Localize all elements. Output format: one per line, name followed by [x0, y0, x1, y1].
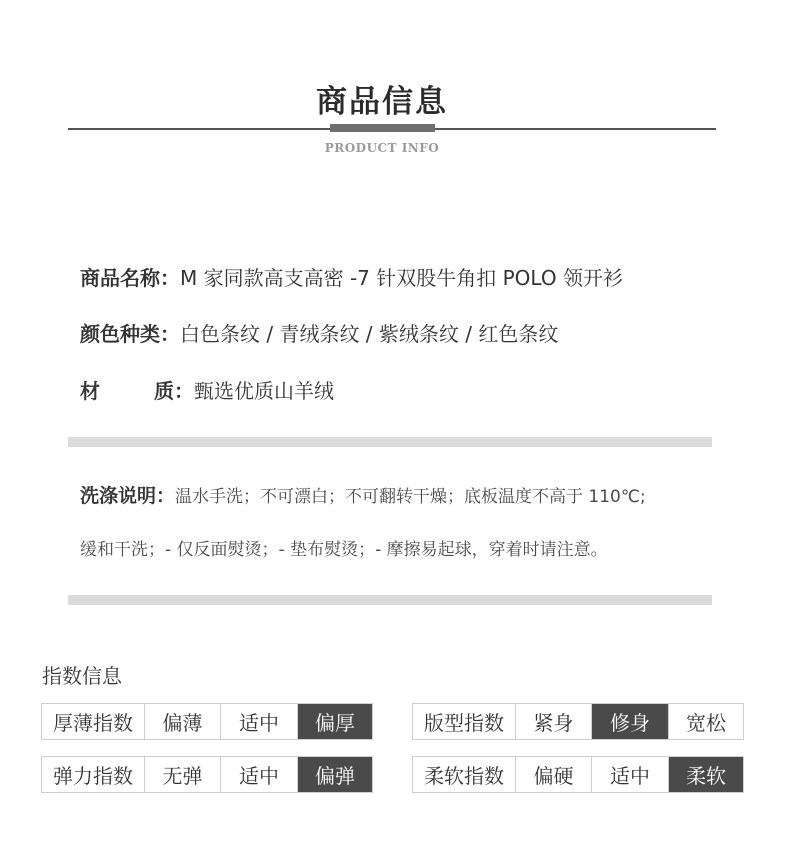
fit-option-slim-selected: 修身: [591, 704, 668, 739]
thickness-option-medium: 适中: [220, 704, 297, 739]
section-divider-top: [68, 437, 712, 447]
color-label: 颜色种类：: [80, 322, 180, 346]
washing-line-2: [80, 535, 608, 560]
color-value: 白色条纹 / 青绒条纹 / 紫绒条纹 / 红色条纹: [180, 322, 559, 346]
material-colon: ：: [174, 379, 194, 403]
washing-line-1: [80, 481, 646, 508]
softness-option-hard: 偏硬: [515, 757, 591, 792]
elasticity-option-none: 无弹: [144, 757, 220, 792]
washing-text-1: 温水手洗；不可漂白；不可翻转干燥；底板温度不高于 110℃;: [175, 487, 646, 507]
thickness-index-table: [41, 703, 373, 740]
elasticity-index-table: [41, 756, 373, 793]
color-row: [80, 318, 558, 347]
product-name-label: 商品名称：: [80, 266, 180, 290]
title-accent-bar: [330, 124, 435, 132]
material-row: [80, 375, 334, 404]
page-subtitle: PRODUCT INFO: [324, 141, 440, 155]
washing-label: 洗涤说明：: [80, 485, 176, 507]
material-label: 材质: [80, 379, 174, 403]
softness-index-label: 柔软指数: [424, 764, 504, 788]
fit-index-table: [412, 703, 744, 740]
section-divider-bottom: [68, 595, 712, 605]
elasticity-option-stretchy-selected: 偏弹: [297, 757, 372, 792]
elasticity-option-medium: 适中: [220, 757, 297, 792]
index-section-title: 指数信息: [42, 664, 122, 688]
softness-option-soft-selected: 柔软: [668, 757, 743, 792]
thickness-index-label: 厚薄指数: [53, 711, 133, 735]
fit-index-label: 版型指数: [424, 711, 504, 735]
product-name-value: M 家同款高支高密 -7 针双股牛角扣 POLO 领开衫: [180, 266, 623, 290]
softness-option-medium: 适中: [591, 757, 668, 792]
thickness-option-thick-selected: 偏厚: [297, 704, 372, 739]
washing-text-2: 缓和干洗；- 仅反面熨烫；- 垫布熨烫；- 摩擦易起球，穿着时请注意。: [80, 540, 608, 560]
page-title: 商品信息: [316, 84, 448, 120]
product-name-row: [80, 262, 623, 291]
fit-option-loose: 宽松: [668, 704, 743, 739]
elasticity-index-label: 弹力指数: [53, 764, 133, 788]
thickness-option-thin: 偏薄: [144, 704, 220, 739]
material-value: 甄选优质山羊绒: [194, 379, 334, 403]
softness-index-table: [412, 756, 744, 793]
fit-option-tight: 紧身: [515, 704, 591, 739]
